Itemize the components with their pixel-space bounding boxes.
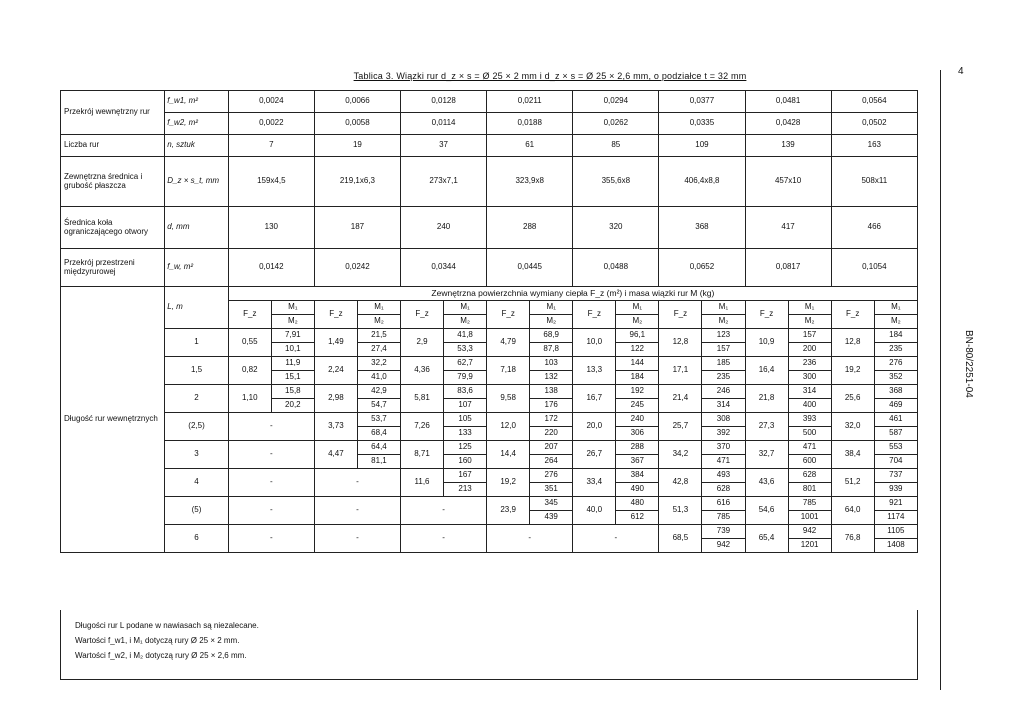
fz-value: 10,0 (573, 329, 616, 357)
value-fw2: 0,0428 (745, 113, 831, 135)
fz-value: 8,71 (401, 441, 444, 469)
m1-value: 83,6 (444, 385, 487, 399)
value-d: 368 (659, 207, 745, 249)
value-n: 61 (487, 135, 573, 157)
fz-value: 1,10 (228, 385, 271, 413)
table-row (61, 385, 918, 399)
table-row (61, 157, 918, 207)
fz-value: 26,7 (573, 441, 616, 469)
fz-value: 12,8 (831, 329, 874, 357)
value-fw1: 0,0294 (573, 91, 659, 113)
m2-value: 81,1 (357, 455, 400, 469)
table-title: Tablica 3. Wiązki rur d_z × s = Ø 25 × 2 mm i d_z × s = Ø 25 × 2,6 mm, o podziałce t = 32 mm (353, 71, 747, 81)
unit-dz: D_z × s_t, mm (165, 157, 228, 207)
value-fw2: 0,0022 (228, 113, 314, 135)
fz-value: 14,4 (487, 441, 530, 469)
value-fw2: 0,0262 (573, 113, 659, 135)
fz-value: - (228, 525, 314, 553)
m2-value: 87,8 (530, 343, 573, 357)
fz-header: F_z (745, 301, 788, 329)
m1-value: 553 (874, 441, 917, 455)
m1-value: 15,8 (271, 385, 314, 399)
value-fw2: 0,0502 (831, 113, 917, 135)
m1-value: 53,7 (357, 413, 400, 427)
fz-value: 23,9 (487, 497, 530, 525)
page-number: 4 (958, 66, 964, 77)
value-fw1: 0,0211 (487, 91, 573, 113)
fz-value: 21,4 (659, 385, 702, 413)
value-n: 139 (745, 135, 831, 157)
value-d: 288 (487, 207, 573, 249)
length-value: 1 (165, 329, 228, 357)
m1-value: 68,9 (530, 329, 573, 343)
m1-value: 11,9 (271, 357, 314, 371)
fz-value: 64,0 (831, 497, 874, 525)
length-value: 4 (165, 469, 228, 497)
value-fw1: 0,0128 (401, 91, 487, 113)
unit-L: L, m (165, 287, 228, 329)
m2-value: 612 (616, 511, 659, 525)
m1-value: 921 (874, 497, 917, 511)
m1-value: 628 (788, 469, 831, 483)
value-fw: 0,0488 (573, 249, 659, 287)
value-d: 130 (228, 207, 314, 249)
m2-header: M₂ (616, 315, 659, 329)
m1-value: 240 (616, 413, 659, 427)
value-dz: 508x11 (831, 157, 917, 207)
value-d: 466 (831, 207, 917, 249)
value-n: 7 (228, 135, 314, 157)
table-row (61, 497, 918, 511)
value-fw: 0,0344 (401, 249, 487, 287)
m1-value: 138 (530, 385, 573, 399)
value-dz: 406,4x8,8 (659, 157, 745, 207)
value-dz: 159x4,5 (228, 157, 314, 207)
value-fw2: 0,0335 (659, 113, 745, 135)
m2-value: 157 (702, 343, 745, 357)
fz-value: 7,26 (401, 413, 444, 441)
fz-value: 4,47 (314, 441, 357, 469)
m2-value: 245 (616, 399, 659, 413)
m2-value: 79,9 (444, 371, 487, 385)
m2-header: M₂ (357, 315, 400, 329)
fz-value: 2,9 (401, 329, 444, 357)
row-label-srednica: Zewnętrzna średnica i grubość płaszcza (61, 157, 165, 207)
value-fw1: 0,0024 (228, 91, 314, 113)
unit-fw: f_w, m² (165, 249, 228, 287)
m1-value: 103 (530, 357, 573, 371)
m2-value: 264 (530, 455, 573, 469)
m2-value: 160 (444, 455, 487, 469)
m2-value: 367 (616, 455, 659, 469)
table-row (61, 441, 918, 455)
m1-value: 276 (530, 469, 573, 483)
value-fw: 0,0652 (659, 249, 745, 287)
m2-value: 1174 (874, 511, 917, 525)
m1-value: 21,5 (357, 329, 400, 343)
fz-value: 68,5 (659, 525, 702, 553)
heat-header: Zewnętrzna powierzchnia wymiany ciepła F_z (m²) i masa wiązki rur M (kg) (228, 287, 917, 301)
m1-value: 64,4 (357, 441, 400, 455)
m2-value: 41,0 (357, 371, 400, 385)
m2-value: 704 (874, 455, 917, 469)
m1-value: 7,91 (271, 329, 314, 343)
length-value: 3 (165, 441, 228, 469)
m1-value: 41,8 (444, 329, 487, 343)
m1-value: 144 (616, 357, 659, 371)
value-fw: 0,0445 (487, 249, 573, 287)
fz-value: - (228, 469, 314, 497)
m2-value: 200 (788, 343, 831, 357)
length-value: 2 (165, 385, 228, 413)
table-row (61, 469, 918, 483)
fz-value: 13,3 (573, 357, 616, 385)
m1-value: 461 (874, 413, 917, 427)
table-row (61, 525, 918, 539)
length-value: (5) (165, 497, 228, 525)
m2-value: 392 (702, 427, 745, 441)
m2-value: 220 (530, 427, 573, 441)
m2-value: 1408 (874, 539, 917, 553)
value-fw2: 0,0058 (314, 113, 400, 135)
unit-fw2: f_w2, m² (165, 113, 228, 135)
fz-value: 10,9 (745, 329, 788, 357)
standard-reference: BN-80/2251-04 (963, 330, 974, 398)
m1-value: 942 (788, 525, 831, 539)
m1-value: 737 (874, 469, 917, 483)
fz-value: - (401, 525, 487, 553)
row-label-kolo: Średnica koła ograniczającego otwory (61, 207, 165, 249)
fz-value: 76,8 (831, 525, 874, 553)
fz-value: - (487, 525, 573, 553)
value-n: 163 (831, 135, 917, 157)
m2-value: 439 (530, 511, 573, 525)
m2-value: 235 (874, 343, 917, 357)
fz-value: 4,36 (401, 357, 444, 385)
m1-value: 192 (616, 385, 659, 399)
fz-value: 19,2 (487, 469, 530, 497)
m2-value: 235 (702, 371, 745, 385)
m2-header: M₂ (874, 315, 917, 329)
m2-value: 587 (874, 427, 917, 441)
value-n: 109 (659, 135, 745, 157)
row-label-miedzyrur: Przekrój przestrzeni międzyrurowej (61, 249, 165, 287)
value-fw1: 0,0377 (659, 91, 745, 113)
value-dz: 323,9x8 (487, 157, 573, 207)
value-dz: 457x10 (745, 157, 831, 207)
m2-value: 68,4 (357, 427, 400, 441)
fz-value: 43,6 (745, 469, 788, 497)
fz-value: 4,79 (487, 329, 530, 357)
fz-value: 51,2 (831, 469, 874, 497)
fz-value: 65,4 (745, 525, 788, 553)
fz-value: - (314, 497, 400, 525)
m1-header: M₁ (444, 301, 487, 315)
m1-header: M₁ (874, 301, 917, 315)
m2-value: 54,7 (357, 399, 400, 413)
m2-value: 469 (874, 399, 917, 413)
value-n: 37 (401, 135, 487, 157)
fz-value: 33,4 (573, 469, 616, 497)
fz-value: 0,82 (228, 357, 271, 385)
row-label-dlugosc: Długość rur wewnętrznych (61, 287, 165, 553)
m2-value: 939 (874, 483, 917, 497)
note-2: Wartości f_w1, i M₁ dotyczą rury Ø 25 × 2 mm. (75, 636, 240, 645)
m1-value: 246 (702, 385, 745, 399)
m2-value: 942 (702, 539, 745, 553)
margin-line (940, 70, 941, 690)
value-fw1: 0,0481 (745, 91, 831, 113)
m1-value: 471 (788, 441, 831, 455)
value-d: 417 (745, 207, 831, 249)
m2-value: 53,3 (444, 343, 487, 357)
fz-value: - (228, 413, 314, 441)
length-value: 6 (165, 525, 228, 553)
fz-value: 9,58 (487, 385, 530, 413)
m2-value: 1201 (788, 539, 831, 553)
fz-header: F_z (401, 301, 444, 329)
value-fw: 0,0817 (745, 249, 831, 287)
fz-value: 25,6 (831, 385, 874, 413)
m1-value: 370 (702, 441, 745, 455)
m2-value: 15,1 (271, 371, 314, 385)
value-n: 19 (314, 135, 400, 157)
m1-value: 393 (788, 413, 831, 427)
m2-value: 352 (874, 371, 917, 385)
value-dz: 355,6x8 (573, 157, 659, 207)
fz-value: 27,3 (745, 413, 788, 441)
fz-value: 19,2 (831, 357, 874, 385)
m1-value: 368 (874, 385, 917, 399)
unit-d: d, mm (165, 207, 228, 249)
m1-value: 123 (702, 329, 745, 343)
row-label-liczba: Liczba rur (61, 135, 165, 157)
m1-value: 167 (444, 469, 487, 483)
m2-value: 600 (788, 455, 831, 469)
fz-header: F_z (831, 301, 874, 329)
m2-value: 306 (616, 427, 659, 441)
table-row (61, 413, 918, 427)
m1-value: 785 (788, 497, 831, 511)
length-value: 1,5 (165, 357, 228, 385)
m2-value: 785 (702, 511, 745, 525)
m2-value: 176 (530, 399, 573, 413)
length-value: (2,5) (165, 413, 228, 441)
value-fw: 0,0142 (228, 249, 314, 287)
m2-value: 133 (444, 427, 487, 441)
fz-value: 7,18 (487, 357, 530, 385)
m1-value: 96,1 (616, 329, 659, 343)
table-row (61, 207, 918, 249)
m1-header: M₁ (788, 301, 831, 315)
fz-value: 34,2 (659, 441, 702, 469)
m2-value: 628 (702, 483, 745, 497)
fz-value: 32,0 (831, 413, 874, 441)
fz-header: F_z (487, 301, 530, 329)
fz-value: 21,8 (745, 385, 788, 413)
m1-value: 1105 (874, 525, 917, 539)
m1-value: 308 (702, 413, 745, 427)
m1-value: 480 (616, 497, 659, 511)
m2-value: 132 (530, 371, 573, 385)
m2-value: 1001 (788, 511, 831, 525)
value-dz: 219,1x6,3 (314, 157, 400, 207)
fz-value: 5,81 (401, 385, 444, 413)
m1-value: 42,9 (357, 385, 400, 399)
unit-n: n, sztuk (165, 135, 228, 157)
m2-value: 400 (788, 399, 831, 413)
m1-value: 32,2 (357, 357, 400, 371)
m1-value: 288 (616, 441, 659, 455)
m2-value: 300 (788, 371, 831, 385)
m2-value: 471 (702, 455, 745, 469)
value-fw: 0,0242 (314, 249, 400, 287)
m2-value: 20,2 (271, 399, 314, 413)
value-d: 187 (314, 207, 400, 249)
table-row (61, 329, 918, 343)
m1-value: 185 (702, 357, 745, 371)
table-row (61, 135, 918, 157)
fz-value: - (228, 497, 314, 525)
fz-value: 1,49 (314, 329, 357, 357)
fz-value: 16,4 (745, 357, 788, 385)
fz-value: 0,55 (228, 329, 271, 357)
value-n: 85 (573, 135, 659, 157)
m1-value: 184 (874, 329, 917, 343)
m2-value: 213 (444, 483, 487, 497)
m1-value: 125 (444, 441, 487, 455)
value-dz: 273x7,1 (401, 157, 487, 207)
m1-value: 236 (788, 357, 831, 371)
fz-value: 32,7 (745, 441, 788, 469)
fz-value: 40,0 (573, 497, 616, 525)
table-row (61, 249, 918, 287)
m2-value: 351 (530, 483, 573, 497)
notes (75, 618, 259, 663)
m1-value: 276 (874, 357, 917, 371)
m2-value: 27,4 (357, 343, 400, 357)
fz-value: 51,3 (659, 497, 702, 525)
m1-header: M₁ (616, 301, 659, 315)
m1-header: M₁ (530, 301, 573, 315)
unit-fw1: f_w1, m² (165, 91, 228, 113)
fz-header: F_z (573, 301, 616, 329)
m2-header: M₂ (444, 315, 487, 329)
fz-value: - (401, 497, 487, 525)
fz-value: 16,7 (573, 385, 616, 413)
table-row (61, 357, 918, 371)
m1-header: M₁ (271, 301, 314, 315)
fz-header: F_z (228, 301, 271, 329)
m1-value: 345 (530, 497, 573, 511)
value-fw2: 0,0188 (487, 113, 573, 135)
m2-value: 107 (444, 399, 487, 413)
m2-header: M₂ (271, 315, 314, 329)
value-d: 320 (573, 207, 659, 249)
fz-header: F_z (659, 301, 702, 329)
m2-value: 122 (616, 343, 659, 357)
fz-value: - (314, 469, 400, 497)
value-fw2: 0,0114 (401, 113, 487, 135)
table-row (61, 113, 918, 135)
fz-value: - (228, 441, 314, 469)
m1-value: 384 (616, 469, 659, 483)
fz-value: - (573, 525, 659, 553)
fz-value: 20,0 (573, 413, 616, 441)
fz-value: 17,1 (659, 357, 702, 385)
m2-header: M₂ (702, 315, 745, 329)
m1-value: 157 (788, 329, 831, 343)
note-3: Wartości f_w2, i M₂ dotyczą rury Ø 25 × 2,6 mm. (75, 651, 247, 660)
m1-value: 105 (444, 413, 487, 427)
m2-value: 314 (702, 399, 745, 413)
m1-value: 314 (788, 385, 831, 399)
m1-value: 739 (702, 525, 745, 539)
m1-value: 172 (530, 413, 573, 427)
fz-value: 2,98 (314, 385, 357, 413)
m1-value: 62,7 (444, 357, 487, 371)
fz-value: - (314, 525, 400, 553)
m2-header: M₂ (788, 315, 831, 329)
m2-value: 10,1 (271, 343, 314, 357)
fz-value: 12,0 (487, 413, 530, 441)
fz-value: 11,6 (401, 469, 444, 497)
m2-value: 490 (616, 483, 659, 497)
m1-header: M₁ (357, 301, 400, 315)
fz-value: 2,24 (314, 357, 357, 385)
fz-value: 54,6 (745, 497, 788, 525)
m1-value: 616 (702, 497, 745, 511)
value-fw1: 0,0066 (314, 91, 400, 113)
row-label-przekroj: Przekrój wewnętrzny rur (61, 91, 165, 135)
value-fw1: 0,0564 (831, 91, 917, 113)
m1-value: 493 (702, 469, 745, 483)
m1-value: 207 (530, 441, 573, 455)
value-d: 240 (401, 207, 487, 249)
note-1: Długości rur L podane w nawiasach są niezalecane. (75, 621, 259, 630)
table-row (61, 287, 918, 301)
fz-header: F_z (314, 301, 357, 329)
m2-header: M₂ (530, 315, 573, 329)
data-table (60, 90, 918, 553)
fz-value: 25,7 (659, 413, 702, 441)
m1-header: M₁ (702, 301, 745, 315)
m2-value: 500 (788, 427, 831, 441)
fz-value: 3,73 (314, 413, 357, 441)
m2-value: 801 (788, 483, 831, 497)
table-row (61, 91, 918, 113)
m2-value: 184 (616, 371, 659, 385)
fz-value: 42,8 (659, 469, 702, 497)
fz-value: 12,8 (659, 329, 702, 357)
fz-value: 38,4 (831, 441, 874, 469)
value-fw: 0,1054 (831, 249, 917, 287)
